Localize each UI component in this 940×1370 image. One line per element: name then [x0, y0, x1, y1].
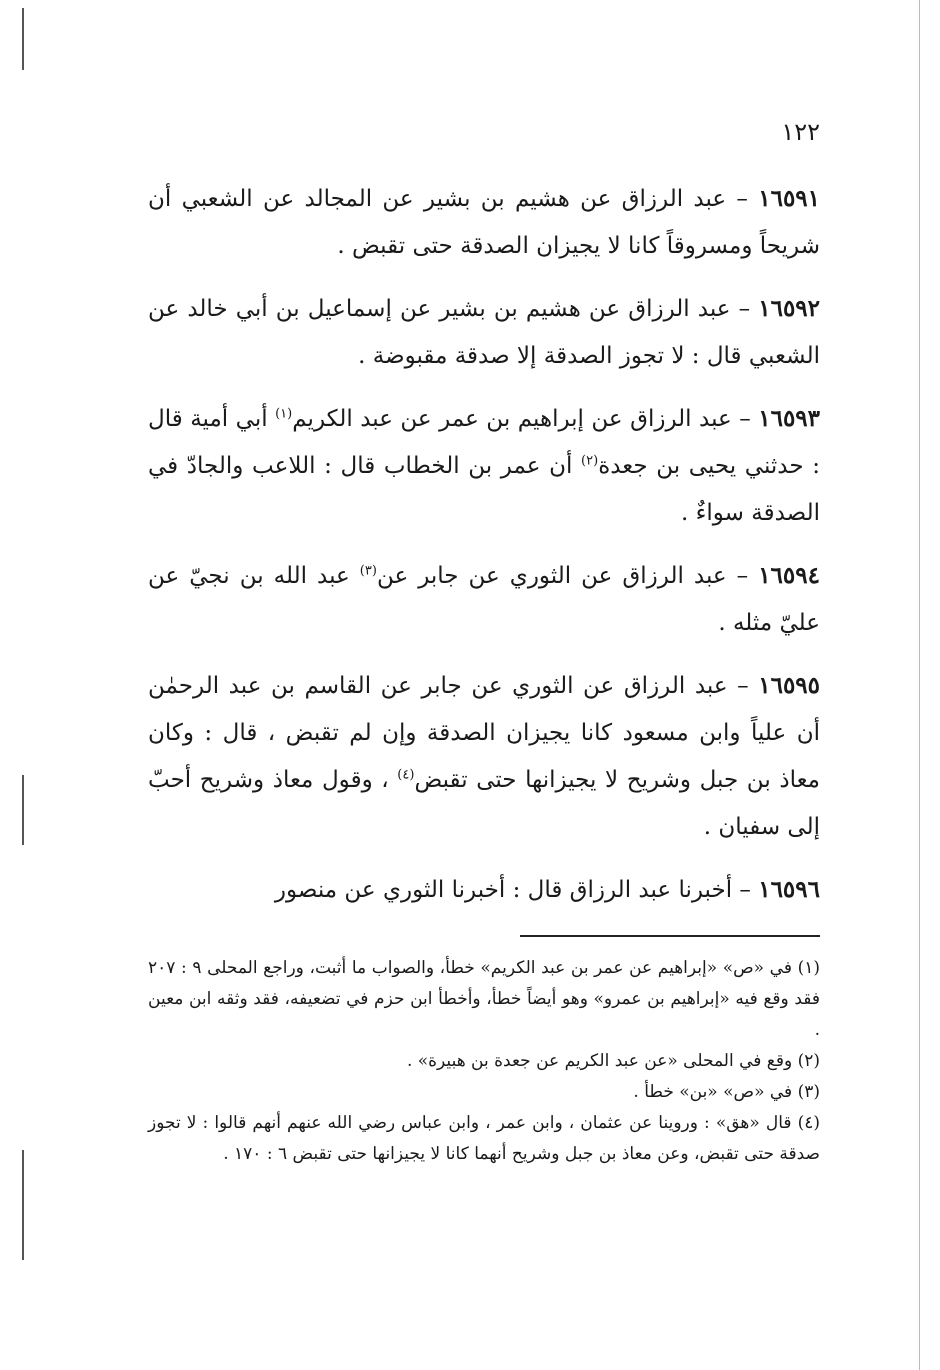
scan-edge-mark	[22, 8, 24, 70]
footnotes	[148, 953, 820, 1170]
footnote: (٤) قال «هق» : وروينا عن عثمان ، وابن عمر ، وابن عباس رضي الله عنهم أنهم قالوا : لا تجوز صدقة حتى تقبض، وعن معاذ بن جبل وشريح أنهما كانا لا يجيزانها حتى تقبض ٦ : ١٧٠ .	[148, 1113, 820, 1164]
hadith-entry: ١٦٥٩١ – عبد الرزاق عن هشيم بن بشير عن المجالد عن الشعبي أن شريحاً ومسروقاً كانا لا يجيزان الصدقة حتى تقبض .	[148, 185, 821, 259]
hadith-entry: ١٦٥٩٢ – عبد الرزاق عن هشيم بن بشير عن إسماعيل بن أبي خالد عن الشعبي قال : لا تجوز الصدقة إلا صدقة مقبوضة .	[148, 295, 821, 369]
entry-number: ١٦٥٩٦	[758, 876, 820, 903]
entry-number: ١٦٥٩٥	[758, 672, 821, 699]
footnote: (٣) في «ص» «بن» خطأ .	[633, 1082, 820, 1102]
entry-text: عبد الرزاق عن الثوري عن جابر عن	[376, 563, 727, 589]
footnote-marker[interactable]: (١)	[275, 406, 293, 422]
entry-text: أن عمر بن الخطاب قال : اللاعب والجادّ في الصدقة سواءٌ .	[148, 453, 820, 526]
hadith-entry: ١٦٥٩٥ – عبد الرزاق عن الثوري عن جابر عن القاسم بن عبد الرحمٰن أن علياً وابن مسعود كانا يجيزان الصدقة وإن لم تقبض ، قال : وكان معاذ بن جبل وشريح لا يجيزانها حتى تقبض$^{(٤)}$ ، وقول معاذ وشريح أحبّ إلى سفيان .	[148, 672, 821, 840]
entry-text: عبد الرزاق عن إبراهيم بن عمر عن عبد الكريم	[292, 406, 732, 432]
footnote-marker[interactable]: (٣)	[359, 563, 377, 579]
footnote-marker[interactable]: (٤)	[397, 767, 415, 783]
hadith-entry: ١٦٥٩٤ – عبد الرزاق عن الثوري عن جابر عن$^{(٣)}$ عبد الله بن نجيّ عن عليّ مثله .	[148, 562, 820, 636]
hadith-entry: ١٦٥٩٦ – أخبرنا عبد الرزاق قال : أخبرنا الثوري عن منصور	[274, 876, 820, 903]
scan-edge-mark	[22, 775, 24, 845]
page-number: ١٢٢	[781, 118, 820, 146]
entry-text: عبد الرزاق عن هشيم بن بشير عن المجالد عن الشعبي أن شريحاً ومسروقاً كانا لا يجيزان الصدقة حتى تقبض .	[148, 186, 820, 259]
footnote-marker[interactable]: (٢)	[581, 453, 599, 469]
entry-text: عبد الله بن نجيّ عن عليّ مثله .	[148, 563, 820, 636]
entry-number: ١٦٥٩٢	[758, 295, 821, 322]
footnote: (١) في «ص» «إبراهيم عن عمر بن عبد الكريم» خطأ، والصواب ما أثبت، وراجع المحلى ٩ : ٢٠٧ فقد وقع فيه «إبراهيم بن عمرو» وهو أيضاً خطأ، وأخطأ ابن حزم في تضعيفه، فقد وثقه ابن معين .	[148, 958, 820, 1040]
entry-number: ١٦٥٩١	[758, 185, 821, 212]
footnote-divider	[520, 935, 820, 937]
entry-text: عبد الرزاق عن هشيم بن بشير عن إسماعيل بن أبي خالد عن الشعبي قال : لا تجوز الصدقة إلا صدقة مقبوضة .	[148, 296, 820, 369]
body-text	[148, 175, 820, 929]
entry-number: ١٦٥٩٤	[758, 562, 820, 589]
scan-edge-line	[919, 0, 920, 1370]
entry-text: عبد الرزاق عن الثوري عن جابر عن القاسم بن عبد الرحمٰن أن علياً وابن مسعود كانا يجيزان الصدقة وإن لم تقبض ، قال : وكان معاذ بن جبل وشريح لا يجيزانها حتى تقبض	[148, 673, 820, 793]
entry-text: أخبرنا عبد الرزاق قال : أخبرنا الثوري عن منصور	[274, 877, 733, 903]
entry-text: أبي أمية قال : حدثني يحيى بن جعدة	[148, 406, 820, 479]
entry-number: ١٦٥٩٣	[758, 405, 821, 432]
entry-text: ، وقول معاذ وشريح أحبّ إلى سفيان .	[148, 767, 820, 840]
footnote: (٢) وقع في المحلى «عن عبد الكريم عن جعدة بن هبيرة» .	[406, 1051, 820, 1071]
hadith-entry: ١٦٥٩٣ – عبد الرزاق عن إبراهيم بن عمر عن عبد الكريم$^{(١)}$ أبي أمية قال : حدثني يحيى بن جعدة$^{(٢)}$ أن عمر بن الخطاب قال : اللاعب والجادّ في الصدقة سواءٌ .	[148, 405, 821, 526]
scan-edge-mark	[22, 1150, 24, 1260]
